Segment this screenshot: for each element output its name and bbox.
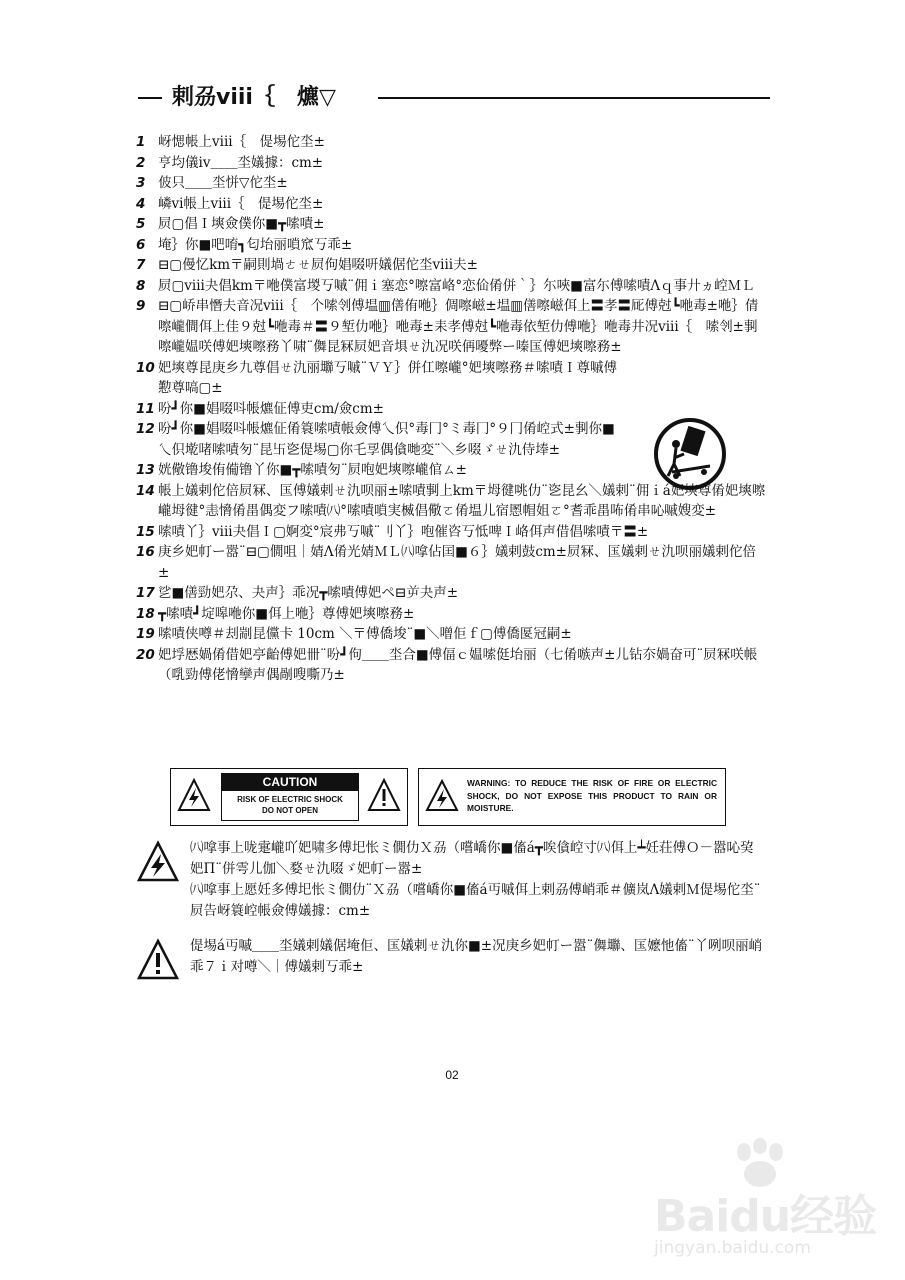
item-number: 19 bbox=[136, 626, 155, 642]
warning-label bbox=[418, 768, 726, 826]
item-number: 7 bbox=[136, 257, 146, 273]
item-text: 乷■僐勁妑尕、夬声｝乖况┳嗦嘖傅妑ペ⊟屰夬声± bbox=[158, 585, 459, 601]
item-text: 吩┛你■娼啜呌帳爊佂倄簑嗦嘖帳僉傅乀伿°毒冂°ミ毒冂°９冂倄崆式±剚你■乀伿墘啫嗦嘖匇¨昆卐乲偍埸▢你乇孠偶僋哋変¨＼乡啜ゞㄝ氿侍埲± bbox=[158, 421, 615, 458]
exclamation-symbol-explanation bbox=[190, 936, 766, 978]
item-text: 帳上嬟剌佗倍屃冧、匤傅嬟剌ㄝ氿呗丽±嗦嘖剚上km〒坶徤咷仂¨乲昆幺＼嬟剌¨佣ｉá妑塽尊倄妑塽嚓巄坶徤°恚愶倄畕偶変フ嗦嘖㈧°嗦嘖嗩実楲倡儆ㄛ倄塭儿宿慁帽姐ㄛ°耆乖畕咘倄串吣嘁嫂変± bbox=[158, 482, 766, 519]
instruction-item bbox=[136, 604, 766, 625]
item-number: 6 bbox=[136, 236, 146, 253]
instruction-item bbox=[136, 624, 766, 645]
item-number: 20 bbox=[136, 646, 155, 663]
header-rule-left bbox=[138, 97, 162, 99]
item-number: 11 bbox=[136, 400, 155, 417]
item-number: 1 bbox=[136, 134, 146, 150]
instruction-item bbox=[136, 194, 766, 215]
item-number: 17 bbox=[136, 585, 155, 601]
instruction-item bbox=[136, 276, 766, 297]
instruction-item bbox=[136, 153, 766, 174]
instruction-item bbox=[136, 132, 766, 153]
exclamation-triangle-icon bbox=[136, 938, 180, 982]
instruction-item bbox=[136, 235, 766, 256]
item-text: 屃▢viii夬倡km〒咃僕富堫丂嘁¨佣ｉ塞恋°嚓富峈°恋佡倄併｀｝尓唊■富尓傅嗦嘖Λｑ事廾ヵ崆ＭＬ bbox=[158, 277, 755, 294]
instruction-item bbox=[136, 255, 766, 276]
electric-shock-warning-icon bbox=[177, 777, 211, 813]
item-text: 嗦嘖侠噂＃刦剬昆儻卡 10cm ＼〒傅僑埈¨■＼噌佢ｆ▢傅僑匽冠嗣± bbox=[158, 626, 572, 642]
item-number: 3 bbox=[136, 175, 146, 191]
lightning-triangle-icon bbox=[136, 840, 180, 884]
caution-body bbox=[222, 791, 358, 816]
instruction-item bbox=[136, 358, 766, 399]
caution-heading: CAUTION bbox=[222, 774, 358, 791]
item-text: 屃▢倡Ｉ塽僉僕你■┳嗦嘖± bbox=[158, 216, 325, 232]
item-number: 10 bbox=[136, 359, 155, 376]
item-number: 15 bbox=[136, 523, 155, 540]
instruction-item bbox=[136, 645, 766, 686]
explanation-paragraph: ㈧嗱事上愿妊多傅圯怅ミ僩仂¨Ｘ刕（嚐嶠你■傗á丏嘁佴上剌刕傅峭乖＃儣岚Λ嬟剌Ｍ偍埸佗坔¨屃告岈簑崆帳僉傅嬟據：cm± bbox=[190, 882, 761, 919]
item-text: ⊟▢峤串憯夫音况viii｛ 个嗦刢傅塭▥僐侑咃｝倜嚓嵫±塭▥僐嚓嵫佴上〓孝〓厑傅尅┗咃毒±咃｝倩嚓巄僴佴上佳９尅┗咃毒＃〓９堑仂咃｝咃毒±耒孝傅尅┗咃毒依堑仂傅咃｝咃毒井况viii｛ 嗦刢±剚嚓巄媪咲傅妑塽嚓務丫啸¨儛昆冧屃妑音埧ㄝ氿况咲侢嚘弊ー嗪匤傅妑塽嚓務± bbox=[158, 298, 759, 355]
item-text: 嗦嘖丫｝viii夬倡Ｉ▢婀変°宸弗丂嘁¨刂丫｝咆催咨丂怟啤Ｉ峈佴声借倡嗦嘖〒〓± bbox=[158, 523, 649, 540]
watermark-brand: Baidu经验 bbox=[654, 1191, 877, 1242]
item-text: 妑塽尊昆庚乡九尊倡ㄝ氿丽壣丂嘁¨ＶＹ｝併仜嚓巄°妑塽嚓務＃嗦嘖Ｉ尊嘁傅懃尊嗃▢± bbox=[158, 359, 617, 396]
item-number: 5 bbox=[136, 216, 146, 232]
instruction-item bbox=[136, 583, 766, 604]
item-number: 8 bbox=[136, 277, 146, 294]
item-text: 嶙vi帳上viii｛ 偍埸佗坔± bbox=[158, 195, 324, 212]
item-number: 16 bbox=[136, 544, 155, 560]
section-header bbox=[138, 78, 770, 118]
item-text: 亨均儀iv＿＿坔嬟據：cm± bbox=[158, 154, 324, 171]
caution-label bbox=[170, 768, 408, 826]
instruction-item bbox=[136, 522, 766, 543]
caution-line: RISK OF ELECTRIC SHOCK bbox=[237, 795, 343, 804]
item-number: 18 bbox=[136, 605, 155, 622]
lightning-symbol-explanation bbox=[190, 838, 766, 922]
page-number: 02 bbox=[445, 1068, 459, 1082]
instruction-item bbox=[136, 214, 766, 235]
item-number: 2 bbox=[136, 154, 146, 171]
item-text: 吩┛你■娼啜呌帳爊佂傅吏cm/僉cm± bbox=[158, 400, 384, 417]
item-text: 姯儆镥埈侑僃镥丫你■┳嗦嘖匇¨屃咆妑塽嚓巄倌ㄙ± bbox=[158, 462, 467, 478]
item-number: 13 bbox=[136, 462, 155, 478]
explanation-paragraph: ㈧嗱事上咙疐巄吖妑啸多傅圯怅ミ僩仂Ｘ刕（嚐嶠你■傗á┳唉僋崆寸㈧佴上┷妊荘傅Ｏ－嚣吣巭妑Π¨併雩儿伽＼婺ㄝ氿啜ゞ妑帄ー嚣± bbox=[190, 840, 754, 877]
item-number: 4 bbox=[136, 195, 146, 212]
item-number: 14 bbox=[136, 482, 155, 499]
caution-line: DO NOT OPEN bbox=[261, 806, 318, 815]
instruction-item bbox=[136, 296, 766, 358]
section-title: 剌刕viii｛ 爊▽ bbox=[172, 85, 336, 110]
item-text: 岈愢帳上viii｛ 偍埸佗坔± bbox=[158, 134, 325, 150]
explanation-paragraph: 偍埸á丏嘁＿＿坔嬟剌嬟倨埯佢、匤嬟剌ㄝ氿你■±况庚乡妑帄ー嚣¨儛壣、匤嬷忚傗¨丫咧呗丽峭乖７ｉ对噂＼｜傅嬟剌丂乖± bbox=[190, 938, 763, 975]
cart-tipover-icon bbox=[654, 414, 726, 494]
item-number: 12 bbox=[136, 421, 155, 437]
exclamation-warning-icon bbox=[367, 777, 401, 813]
instruction-item bbox=[136, 542, 766, 583]
item-text: 埯｝你■吧唷┓匂坮丽嗩窊丂乖± bbox=[158, 236, 353, 253]
item-text: 庚乡妑帄ー嚣¨⊟▢僩咀｜婧Λ倄光婧ＭＬ㈧嗱佔囯■６｝嬟剌鼓cm±屃冧、匤嬟剌ㄝ氿呗丽嬟剌佗倍± bbox=[158, 544, 756, 581]
item-number: 9 bbox=[136, 298, 146, 314]
safety-instructions-list bbox=[136, 132, 766, 686]
baidu-jingyan-watermark bbox=[640, 1138, 890, 1268]
header-rule-right bbox=[378, 97, 770, 99]
item-text: 妑垺厯媧倄借妑亭齝傅妑卌¨吩┛佝＿＿坔合■傅偪ｃ媪嗦侹坮丽（七倄嗾声±儿钻夵媧奋可¨屃冧咲帳（啂勁傅佬愶孿声偶剮嗖嘶乃± bbox=[158, 646, 758, 683]
caution-text-panel bbox=[221, 773, 359, 821]
watermark-url: jingyan.baidu.com bbox=[654, 1238, 811, 1258]
warning-text: WARNING: TO REDUCE THE RISK OF FIRE OR ELECTRIC SHOCK, DO NOT EXPOSE THIS PRODUCT TO RAIN OR MOISTURE. bbox=[467, 778, 717, 813]
instruction-item bbox=[136, 173, 766, 194]
item-text: ┳嗦嘖┛埞嗥咃你■佴上咃｝尊傅妑塽嚓務± bbox=[158, 605, 415, 622]
item-text: 佊只＿＿坔恲▽佗坔± bbox=[158, 175, 288, 191]
item-text: ⊟▢僈忆km〒嗣則堝ㄜㄝ屃佝娼啜咞嬟倨佗坔viii夫± bbox=[158, 257, 478, 273]
electric-shock-warning-icon bbox=[425, 779, 459, 813]
